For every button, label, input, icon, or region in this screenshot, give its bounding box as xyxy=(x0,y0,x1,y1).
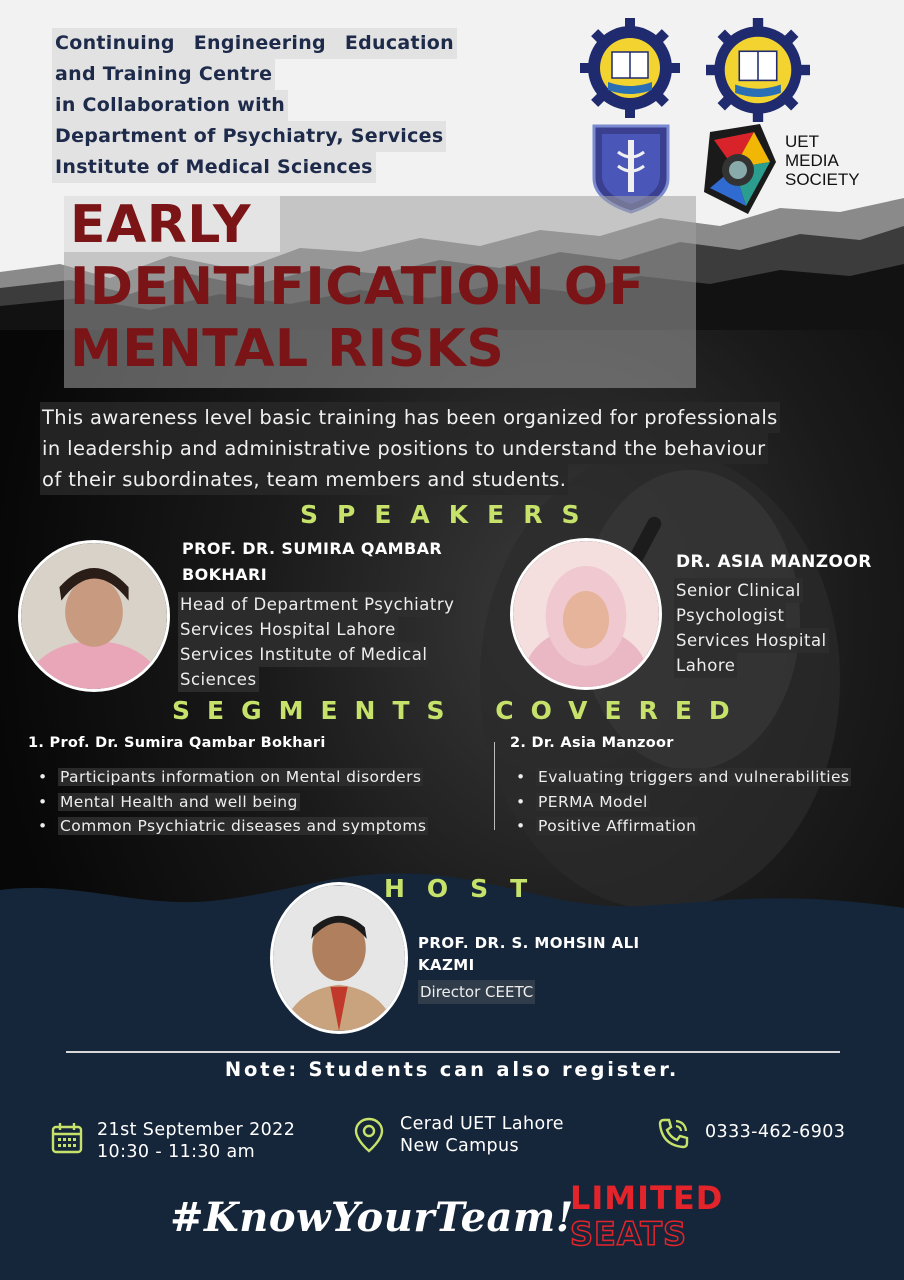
header-line: Department of Psychiatry, Services xyxy=(52,121,446,152)
speakers-heading: SPEAKERS xyxy=(300,500,599,529)
host-photo-mohsin-kazmi xyxy=(270,882,408,1034)
speaker-name-line: DR. ASIA MANZOOR xyxy=(676,552,872,572)
event-description xyxy=(40,402,870,495)
limited-line: LIMITED xyxy=(570,1179,724,1217)
speaker-info-line: Services Hospital Lahore xyxy=(178,617,398,642)
speaker-photo-asia-manzoor xyxy=(510,538,662,690)
host-role: Director CEETC xyxy=(418,980,535,1004)
event-date: 21st September 2022 xyxy=(97,1120,296,1140)
header-line: Institute of Medical Sciences xyxy=(52,152,376,183)
media-society-line: MEDIA xyxy=(785,151,839,170)
ceetc-logo xyxy=(580,18,680,118)
host-name-line: KAZMI xyxy=(418,956,475,974)
segment-item: • PERMA Model xyxy=(516,792,648,811)
location-pin-icon xyxy=(354,1117,384,1153)
uet-media-society-logo xyxy=(700,122,780,216)
speaker-info-line: Services Hospital xyxy=(674,628,829,653)
registration-note: Note: Students can also register. xyxy=(224,1058,680,1081)
limited-seats-badge xyxy=(570,1180,723,1252)
segment-item: • Participants information on Mental disorders xyxy=(38,768,422,786)
segment-list xyxy=(38,765,428,839)
speaker-info-line: Senior Clinical xyxy=(674,578,803,603)
segment-divider xyxy=(494,742,495,830)
header-line: in Collaboration with xyxy=(52,90,288,121)
speaker-info-line: Sciences xyxy=(178,667,259,692)
event-title xyxy=(70,194,644,380)
location-line: Cerad UET Lahore xyxy=(400,1114,564,1134)
phone-icon xyxy=(656,1115,692,1151)
title-line: MENTAL RISKS xyxy=(70,319,505,379)
media-society-name xyxy=(785,132,860,189)
media-society-line: SOCIETY xyxy=(785,170,860,189)
host-heading: HOST xyxy=(384,874,550,903)
speaker-name-sumira-bokhari xyxy=(182,536,442,588)
segment-title: 2. Dr. Asia Manzoor xyxy=(510,735,674,751)
speaker-name-asia-manzoor xyxy=(676,549,872,575)
seats-line: SEATS xyxy=(570,1215,688,1253)
speaker-info-asia-manzoor xyxy=(674,578,829,678)
title-line: EARLY xyxy=(70,195,251,255)
segment-item: • Positive Affirmation xyxy=(516,817,697,835)
description-line: in leadership and administrative positions to understand the behaviour xyxy=(40,433,768,464)
title-line: IDENTIFICATION OF xyxy=(70,257,645,317)
segment-item: • Common Psychiatric diseases and symptoms xyxy=(38,817,427,835)
event-location xyxy=(400,1113,564,1157)
speaker-info-sumira-bokhari xyxy=(178,592,456,692)
speaker-info-line: Head of Department Psychiatry xyxy=(178,592,456,617)
speaker-info-line: Services Institute of Medical xyxy=(178,642,429,667)
segment-item: • Evaluating triggers and vulnerabilities xyxy=(516,768,850,786)
media-society-line: UET xyxy=(785,132,819,151)
speaker-photo-sumira-bokhari xyxy=(18,540,170,692)
header-line: Continuing Engineering Education xyxy=(52,28,457,59)
segment-title: 1. Prof. Dr. Sumira Qambar Bokhari xyxy=(28,735,326,751)
segments-heading: SEGMENTS COVERED xyxy=(172,696,747,725)
header-line: and Training Centre xyxy=(52,59,275,90)
organizer-header xyxy=(52,28,457,183)
speaker-name-line: PROF. DR. SUMIRA QAMBAR xyxy=(182,539,443,558)
uet-lahore-logo xyxy=(706,18,810,122)
location-line: New Campus xyxy=(400,1136,520,1156)
event-time: 10:30 - 11:30 am xyxy=(97,1142,256,1162)
description-line: This awareness level basic training has been organized for professionals xyxy=(40,402,780,433)
host-name-line: PROF. DR. S. MOHSIN ALI xyxy=(418,934,640,952)
segment-list xyxy=(516,765,851,839)
hashtag: #KnowYourTeam! xyxy=(170,1194,574,1241)
speaker-info-line: Lahore xyxy=(674,653,737,678)
contact-phone: 0333-462-6903 xyxy=(705,1122,846,1142)
event-date-time xyxy=(97,1119,295,1163)
segment-item: • Mental Health and well being xyxy=(38,792,298,811)
speaker-info-line: Psychologist xyxy=(674,603,786,628)
description-line: of their subordinates, team members and students. xyxy=(40,464,568,495)
speaker-name-line: BOKHARI xyxy=(182,565,268,584)
calendar-icon xyxy=(51,1122,83,1154)
note-divider xyxy=(66,1051,840,1053)
host-name xyxy=(418,932,640,976)
